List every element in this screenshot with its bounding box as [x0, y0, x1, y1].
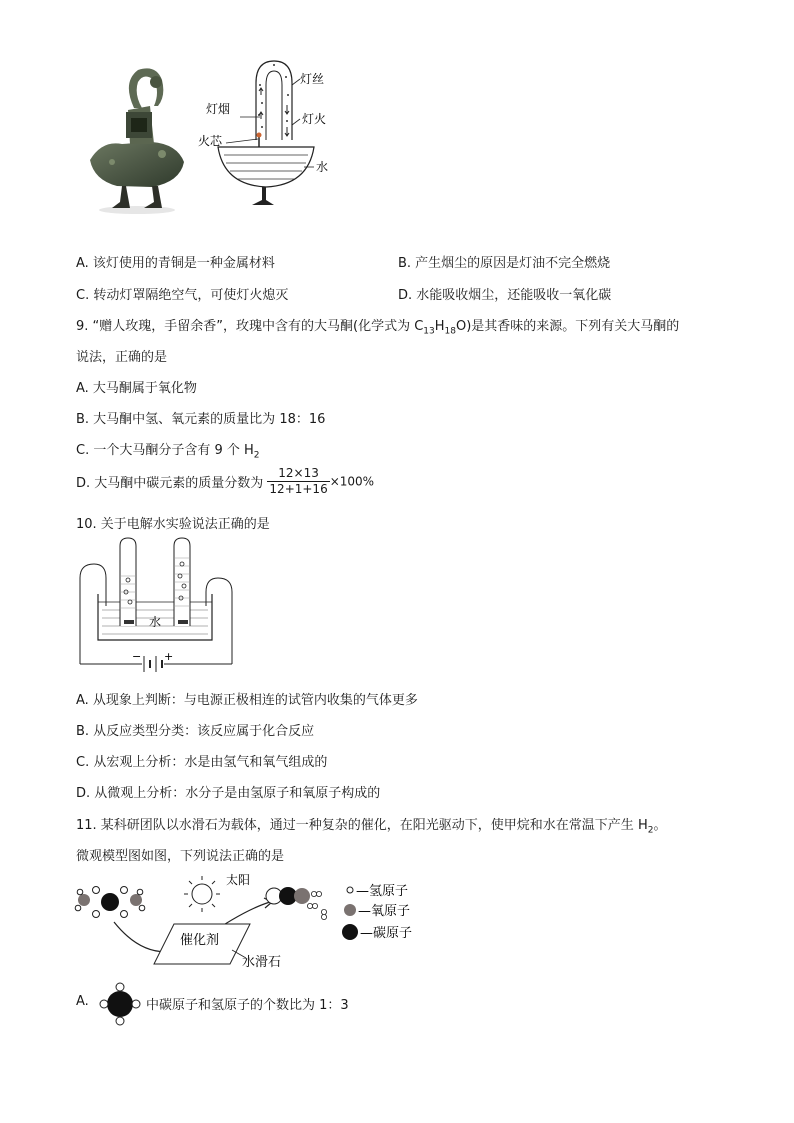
lamp-structure-diagram — [196, 55, 346, 215]
q10-option-c[interactable]: C. 从宏观上分析：水是由氢气和氧气组成的 — [76, 755, 328, 770]
legend-oxygen: —氧原子 — [358, 904, 411, 919]
legend — [342, 884, 412, 941]
electrolysis-apparatus-diagram — [76, 536, 236, 680]
q9-sub-c: 13 — [423, 326, 435, 337]
label-water: 水 — [316, 160, 329, 174]
q9-option-c-sub: 2 — [253, 450, 260, 461]
q11-option-a-label[interactable]: A. — [76, 994, 89, 1009]
q9-stem-pre: 9. “赠人玫瑰，手留余香”，玫瑰中含有的大马酮(化学式为 C — [76, 319, 424, 334]
battery-positive: + — [164, 650, 174, 663]
fraction-numerator: 12×13 — [267, 466, 329, 482]
fraction-denominator: 12+1+16 — [269, 482, 328, 496]
q9-stem-h: H — [434, 319, 445, 334]
q11-stem — [76, 814, 666, 836]
hydrogen-molecules — [307, 891, 326, 919]
q8-option-d[interactable]: D. 水能吸收烟尘，还能吸收一氧化碳 — [398, 288, 612, 303]
q11-stem-sub: 2 — [647, 825, 654, 836]
label-core: 火芯 — [198, 134, 223, 148]
q9-option-a[interactable]: A. 大马酮属于氧化物 — [76, 381, 197, 396]
legend-carbon: —碳原子 — [360, 926, 413, 941]
label-wick-thread: 灯丝 — [300, 72, 325, 86]
q8-option-c[interactable]: C. 转动灯罩隔绝空气，可使灯火熄灭 — [76, 288, 289, 303]
q11-stem-line2: 微观模型图如图，下列说法正确的是 — [76, 849, 285, 864]
sun-label: 太阳 — [226, 873, 251, 887]
q10-option-d[interactable]: D. 从微观上分析：水分子是由氢原子和氧原子构成的 — [76, 786, 381, 801]
q9-option-d-text: D. 大马酮中碳元素的质量分数为 — [76, 476, 264, 491]
bronze-goose-lamp-photo — [82, 62, 192, 217]
q9-option-c[interactable] — [76, 439, 260, 461]
q9-stem — [76, 315, 679, 337]
q10-option-b[interactable]: B. 从反应类型分类：该反应属于化合反应 — [76, 724, 315, 739]
q9-option-b[interactable]: B. 大马酮中氢、氧元素的质量比为 18：16 — [76, 412, 326, 427]
q9-stem-line2: 说法，正确的是 — [76, 350, 168, 365]
q9-sub-h: 18 — [444, 326, 456, 337]
co-molecule — [266, 887, 310, 905]
legend-hydrogen: —氢原子 — [356, 884, 409, 899]
q8-option-b[interactable]: B. 产生烟尘的原因是灯油不完全燃烧 — [398, 256, 611, 271]
q10-stem: 10. 关于电解水实验说法正确的是 — [76, 517, 270, 532]
fraction-suffix: ×100% — [329, 474, 375, 489]
q10-option-a[interactable]: A. 从现象上判断：与电源正极相连的试管内收集的气体更多 — [76, 693, 418, 708]
sun-icon — [184, 876, 220, 912]
water-molecule — [130, 889, 145, 911]
water-molecule — [75, 889, 90, 911]
label-smoke: 灯烟 — [206, 102, 231, 116]
label-flame: 灯火 — [302, 112, 327, 126]
methane-molecule — [93, 887, 128, 918]
catalyst-label: 催化剂 — [180, 933, 220, 948]
q11-stem-end: 。 — [653, 818, 667, 833]
support-label: 水滑石 — [242, 955, 282, 970]
q11-stem-text: 11. 某科研团队以水滑石为载体，通过一种复杂的催化，在阳光驱动下，使甲烷和水在常温下产生 H — [76, 818, 648, 833]
battery-negative: − — [132, 650, 142, 663]
q11-option-a-text[interactable]: 中碳原子和氢原子的个数比为 1：3 — [146, 998, 349, 1013]
mass-fraction-formula — [267, 466, 329, 497]
q9-option-c-text: C. 一个大马酮分子含有 9 个 H — [76, 443, 254, 458]
q9-option-d[interactable] — [76, 466, 374, 497]
water-label: 水 — [149, 615, 162, 629]
methane-molecule-icon — [98, 982, 142, 1026]
q9-stem-post: O)是其香味的来源。下列有关大马酮的 — [455, 319, 680, 334]
methane-reaction-model-diagram — [74, 868, 424, 972]
q8-option-a[interactable]: A. 该灯使用的青铜是一种金属材料 — [76, 256, 275, 271]
